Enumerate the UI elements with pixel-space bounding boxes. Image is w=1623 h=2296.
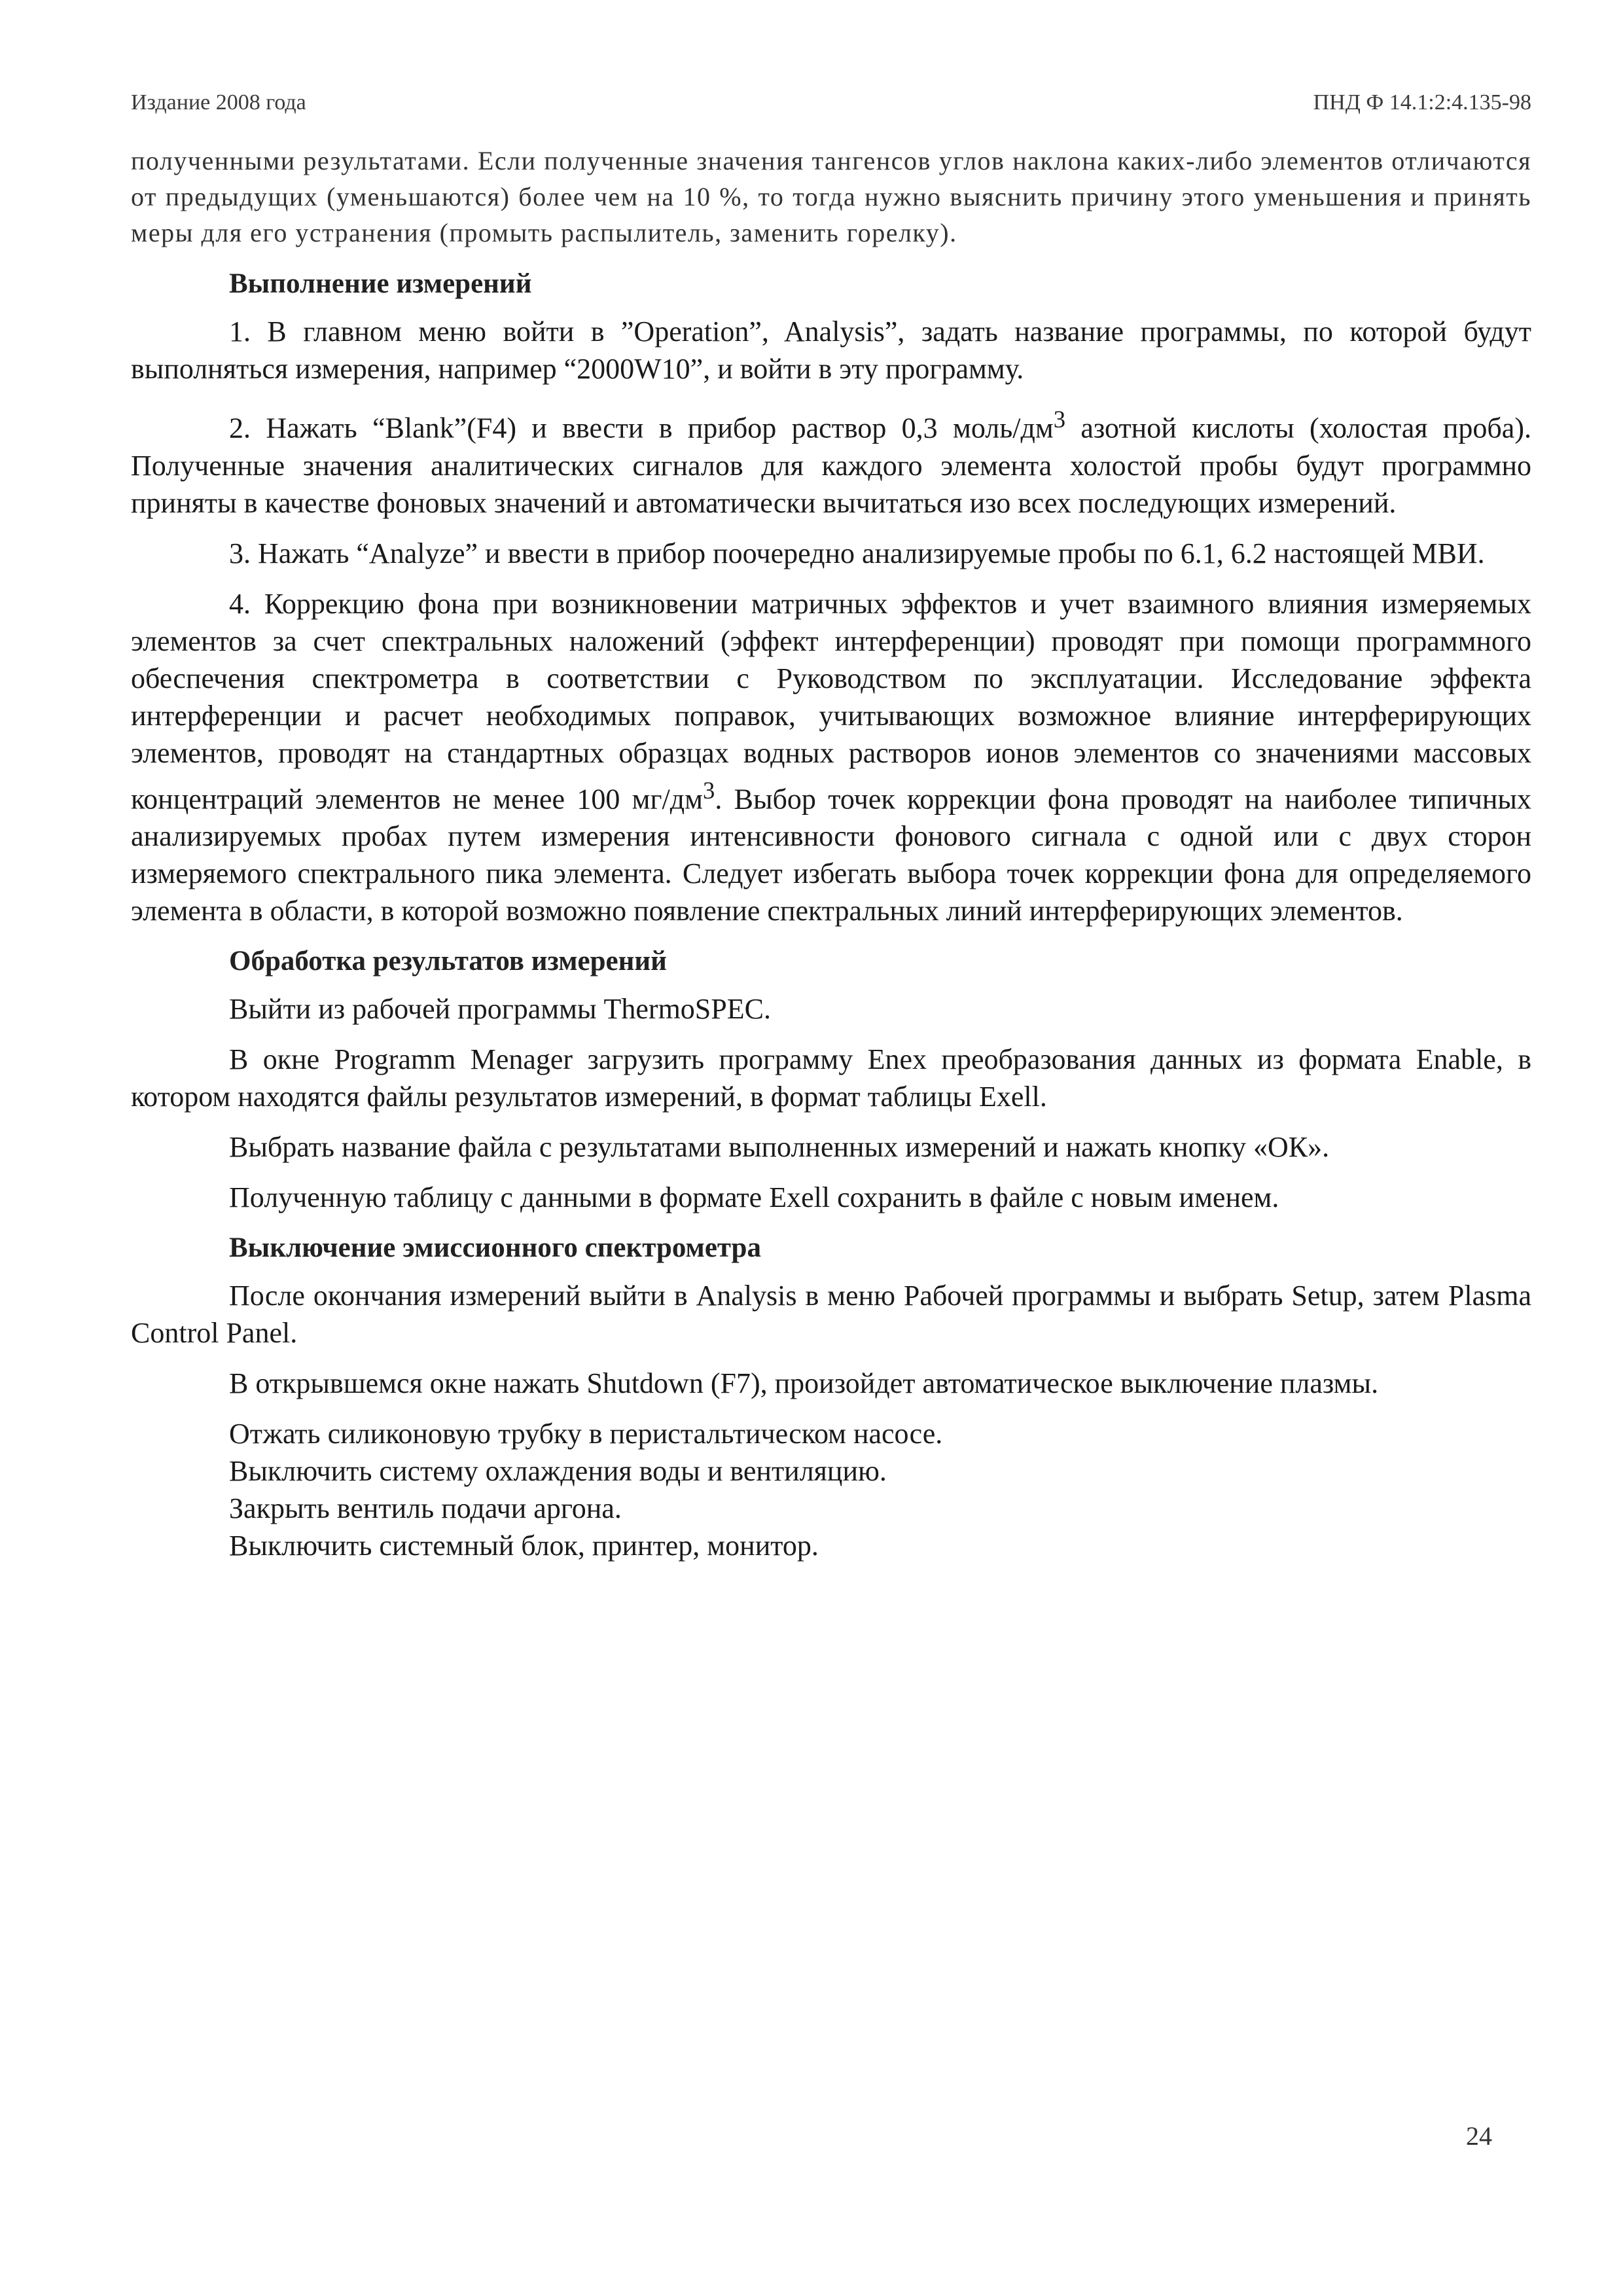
step-1: 1. В главном меню войти в ”Operation”, Analysis”, задать название программы, по которой будут выполняться измерения, например “2000W10”, и войти в эту программу. [131, 315, 1531, 385]
processing-paragraph-4: Полученную таблицу с данными в формате Exell сохранить в файле с новым именем. [229, 1181, 1279, 1214]
heading-processing: Обработка результатов измерений [229, 946, 667, 977]
page-header [131, 90, 1531, 123]
list-item: Выключить систему охлаждения воды и вентиляцию. [229, 1455, 887, 1488]
step-4 [131, 585, 1531, 930]
list-item: Выключить системный блок, принтер, монитор. [229, 1530, 819, 1562]
step-3: 3. Нажать “Analyze” и ввести в прибор поочередно анализируемые пробы по 6.1, 6.2 настоящей МВИ. [229, 537, 1485, 569]
list-item: Отжать силиконовую трубку в перистальтическом насосе. [229, 1418, 943, 1450]
step-2 [131, 401, 1531, 522]
shutdown-section [131, 1277, 1531, 1402]
edition-label: Издание 2008 года [131, 90, 306, 115]
shutdown-list [131, 1415, 1531, 1564]
processing-paragraph-1: Выйти из рабочей программы ThermoSPEC. [229, 993, 771, 1026]
heading-measurements: Выполнение измерений [229, 268, 532, 299]
processing-paragraph-2: В окне Programm Menager загрузить программу Enex преобразования данных из формата Enable, в котором находятся файлы результатов измерений, в формат таблицы Exell. [131, 1043, 1531, 1113]
heading-shutdown: Выключение эмиссионного спектрометра [229, 1232, 761, 1264]
page-content [131, 143, 1531, 1564]
shutdown-paragraph-1: После окончания измерений выйти в Analysis в меню Рабочей программы и выбрать Setup, затем Plasma Control Panel. [131, 1280, 1531, 1350]
shutdown-paragraph-2: В открывшемся окне нажать Shutdown (F7), произойдет автоматическое выключение плазмы. [229, 1367, 1379, 1400]
step-2-text-b: азотной кислоты (холостая проба). Полученные значения аналитических сигналов для каждого элемента холостой пробы будут программно приняты в качестве фоновых значений и автоматически вычитаться изо всех последующих измерений. [131, 412, 1531, 519]
processing-section [131, 990, 1531, 1216]
step-4-text-b: . Выбор точек коррекции фона проводят на наиболее типичных анализируемых пробах путем измерения интенсивности фонового сигнала с одной или с двух сторон измеряемого спектрального пика элемента. Следует избегать выбора точек коррекции фона для определяемого элемента в области, в которой возможно появление спектральных линий интерферирующих элементов. [131, 783, 1531, 927]
page-number: 24 [1466, 2121, 1492, 2151]
measurement-steps [131, 313, 1531, 929]
step-4-text-a: 4. Коррекцию фона при возникновении матричных эффектов и учет взаимного влияния измеряемых элементов за счет спектральных наложений (эффект интерференции) проводят при помощи программного обеспечения спектрометра в соответствии с Руководством по эксплуатации. Исследование эффекта интерференции и расчет необходимых поправок, учитывающих возможное влияние интерферирующих элементов, проводят на стандартных образцах водных растворов ионов элементов со значениями массовых концентраций элементов не менее 100 мг/дм [131, 587, 1531, 816]
step-2-text-a: 2. Нажать “Blank”(F4) и ввести в прибор раствор 0,3 моль/дм [229, 412, 1054, 444]
step-4-superscript: 3 [703, 776, 715, 804]
intro-section [131, 143, 1531, 251]
processing-paragraph-3: Выбрать название файла с результатами выполненных измерений и нажать кнопку «ОК». [229, 1131, 1330, 1164]
document-code: ПНД Ф 14.1:2:4.135-98 [1313, 90, 1531, 115]
list-item: Закрыть вентиль подачи аргона. [229, 1492, 622, 1525]
step-2-superscript: 3 [1053, 406, 1066, 433]
intro-paragraph: полученными результатами. Если полученные значения тангенсов углов наклона каких-либо элементов отличаются от предыдущих (уменьшаются) более чем на 10 %, то тогда нужно выяснить причину этого уменьшения и принять меры для его устранения (промыть распылитель, заменить горелку). [131, 146, 1531, 247]
